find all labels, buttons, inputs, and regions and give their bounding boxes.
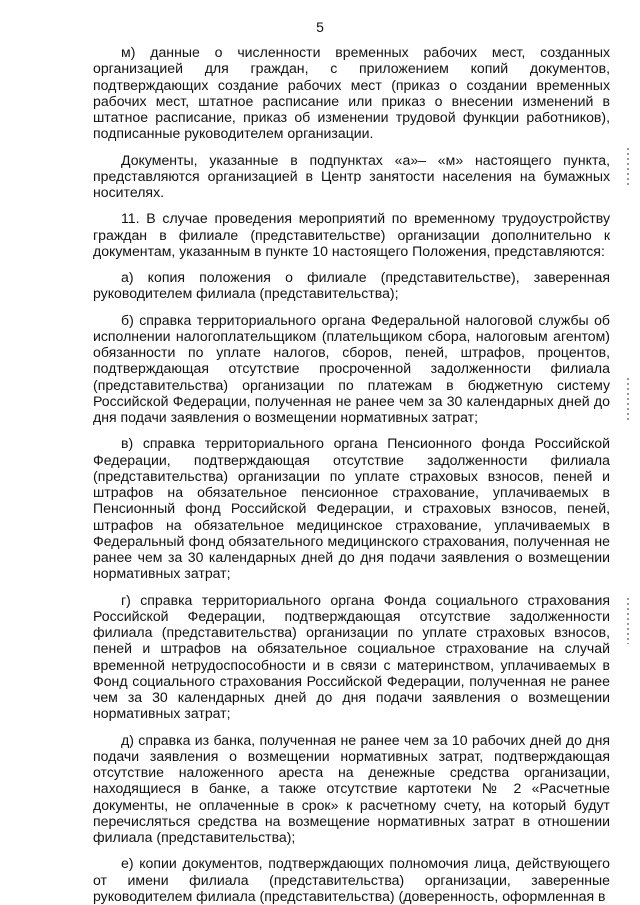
paragraph-item-b: б) справка территориального органа Федеральной налоговой службы об исполнении налогоплательщиком (плательщиком сбора, налоговым агентом) обязанности по уплате налогов, сборов, пеней, штрафов, процентов, подтверждающая отсутствие просроченной задолженности филиала (представительства) организации по платежам в бюджетную систему Российской Федерации, полученная не ранее чем за 30 календарных дней до дня подачи заявления о возмещении нормативных затрат;: [93, 311, 610, 425]
document-body: [93, 44, 610, 904]
paragraph-clause-11: 11. В случае проведения мероприятий по временному трудоустройству граждан в филиале (представительстве) организации дополнительно к документам, указанным в пункте 10 настоящего Положения, представляются:: [93, 210, 610, 259]
paragraph-item-v: в) справка территориального органа Пенсионного фонда Российской Федерации, подтверждающая отсутствие задолженности филиала (представительства) организации по уплате страховых взносов, пеней и штрафов на обязательное пенсионное страхование, уплачиваемых в Пенсионный фонд Российской Федерации, и страховых взносов, пеней, штрафов на обязательное медицинское страхование, уплачиваемых в Федеральный фонд обязательного медицинского страхования, полученная не ранее чем за 30 календарных дней до дня подачи заявления о возмещении нормативных затрат;: [93, 435, 610, 582]
paragraph-documents-submission: Документы, указанные в подпунктах «а»– «м» настоящего пункта, представляются организацией в Центр занятости населения на бумажных носителях.: [93, 151, 610, 200]
page-number: 5: [316, 19, 324, 35]
paragraph-item-m: м) данные о численности временных рабочих мест, созданных организацией для граждан, с приложением копий документов, подтверждающих создание рабочих мест (приказ о создании временных рабочих мест, штатное расписание или приказ о внесении изменений в штатное расписание, приказ об изменении трудовой функции работников), подписанные руководителем организации.: [93, 44, 610, 142]
scan-artifact: [627, 378, 629, 422]
scan-artifact: [627, 148, 629, 188]
paragraph-item-d: д) справка из банка, полученная не ранее чем за 10 рабочих дней до дня подачи заявления о возмещении нормативных затрат, подтверждающая отсутствие наложенного ареста на денежные средства организации, находящиеся в банке, а также отсутствие картотеки № 2 «Расчетные документы, не оплаченные в срок» к расчетному счету, на который будут перечисляться средства на возмещение нормативных затрат в отношении филиала (представительства);: [93, 731, 610, 845]
paragraph-item-g: г) справка территориального органа Фонда социального страхования Российской Федерации, подтверждающая отсутствие задолженности филиала (представительства) организации по уплате страховых взносов, пеней и штрафов на обязательное социальное страхование на случай временной нетрудоспособности и в связи с материнством, уплачиваемых в Фонд социального страхования Российской Федерации, полученная не ранее чем за 30 календарных дней до дня подачи заявления о возмещении нормативных затрат;: [93, 591, 610, 722]
paragraph-item-a: а) копия положения о филиале (представительстве), заверенная руководителем филиала (представительства);: [93, 269, 610, 302]
scan-artifact: [627, 598, 629, 644]
paragraph-item-e: е) копии документов, подтверждающих полномочия лица, действующего от имени филиала (представительства) организации, заверенные руководителем филиала (представительства) (доверенность, оформленная в: [93, 855, 610, 904]
